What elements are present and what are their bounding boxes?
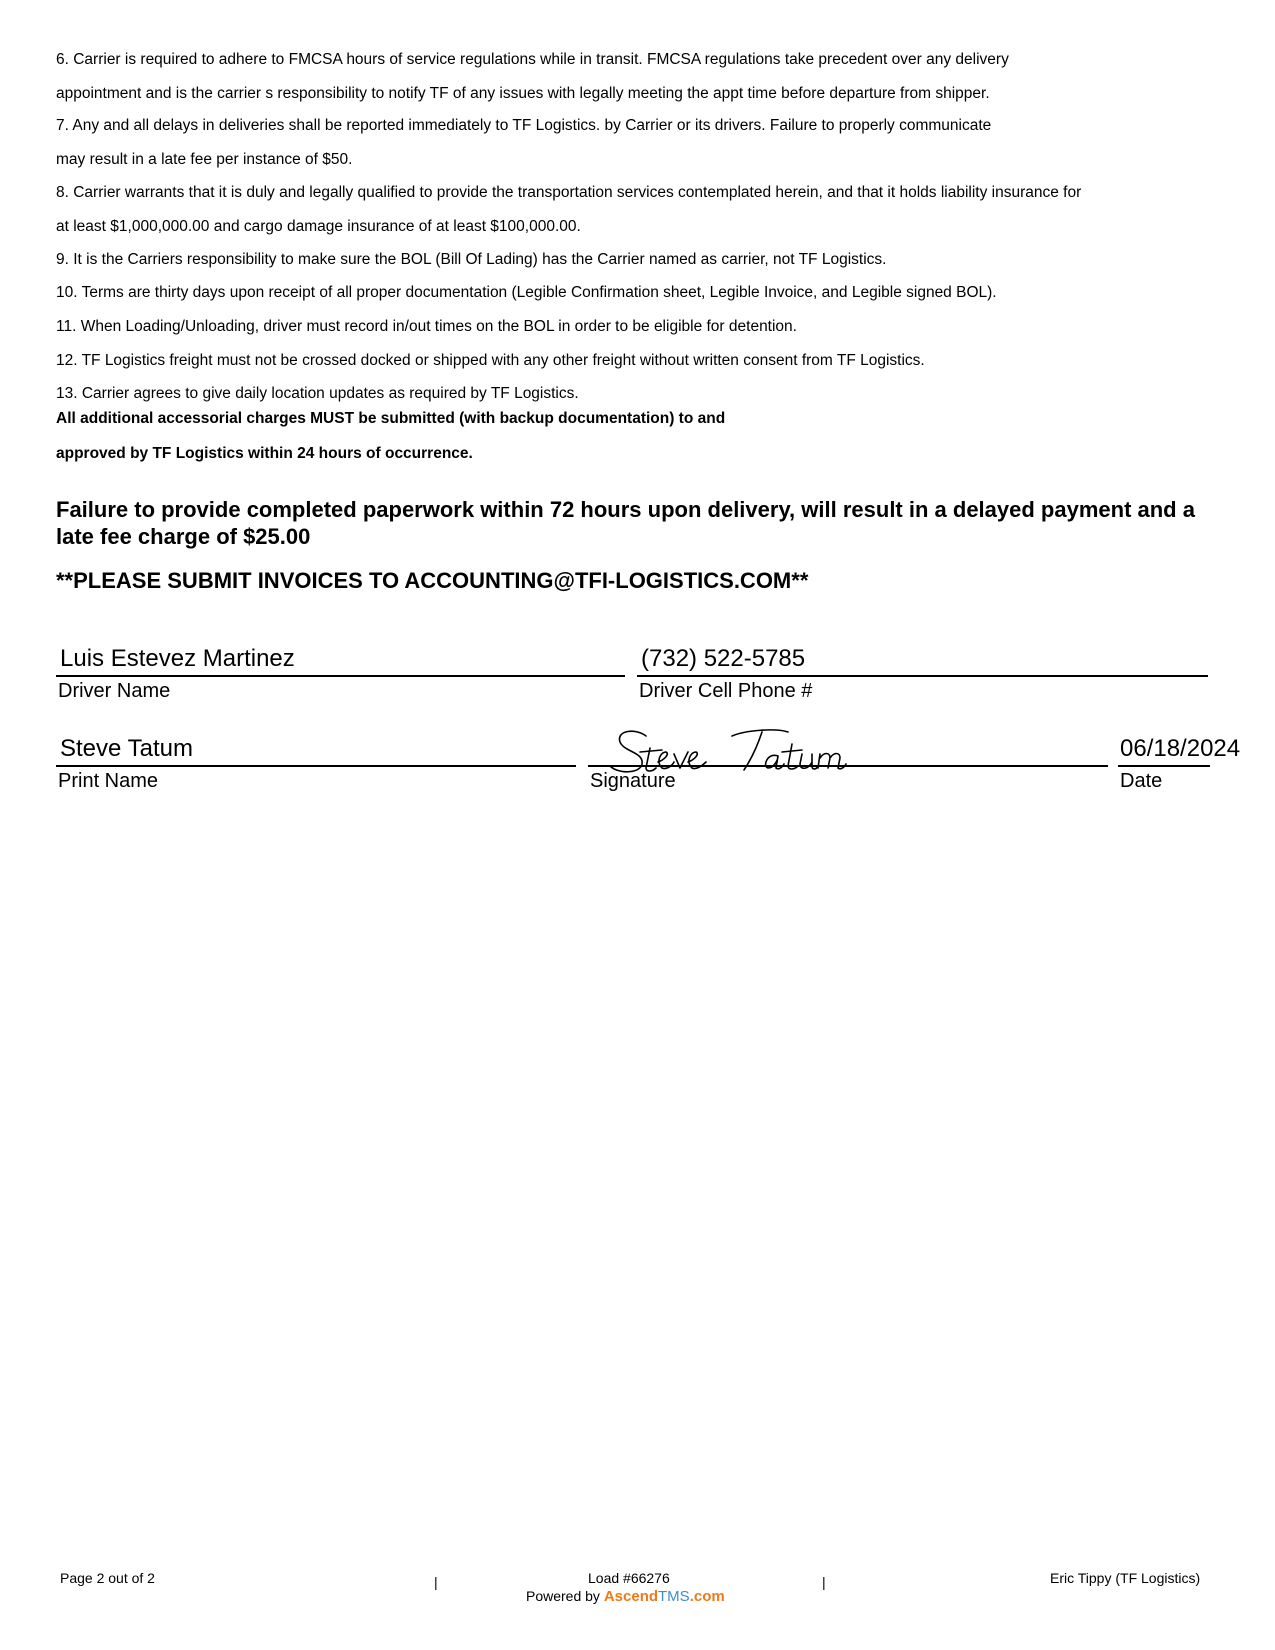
brand-ascend: Ascend — [603, 1588, 659, 1605]
accessorial-line-2: approved by TF Logistics within 24 hours of occurrence. — [56, 445, 473, 462]
date-label: Date — [1120, 770, 1163, 792]
term-10: 10. Terms are thirty days upon receipt of all proper documentation (Legible Confirmation sheet, Legible Invoice, and Legible signed BOL). — [56, 284, 997, 301]
term-8-line-1: 8. Carrier warrants that it is duly and legally qualified to provide the transportation services contemplated herein, and that it holds liability insurance for — [56, 184, 1082, 201]
term-6-line-1: 6. Carrier is required to adhere to FMCSA hours of service regulations while in transit. FMCSA regulations take precedent over any delivery — [56, 51, 1009, 68]
invoice-submit-notice: **PLEASE SUBMIT INVOICES TO ACCOUNTING@TFI-LOGISTICS.COM** — [56, 568, 809, 593]
driver-phone-label: Driver Cell Phone # — [639, 680, 813, 702]
print-name-value: Steve Tatum — [60, 735, 193, 762]
driver-phone-line — [637, 675, 1208, 677]
driver-name-label: Driver Name — [58, 680, 171, 702]
footer-user: Eric Tippy (TF Logistics) — [1050, 1570, 1201, 1586]
page-number: Page 2 out of 2 — [60, 1570, 155, 1586]
driver-name-value: Luis Estevez Martinez — [60, 645, 295, 672]
print-name-label: Print Name — [58, 770, 159, 792]
print-name-line — [56, 765, 576, 767]
term-12: 12. TF Logistics freight must not be crossed docked or shipped with any other freight without written consent from TF Logistics. — [56, 352, 925, 369]
signature-line — [588, 765, 1108, 767]
footer-separator-left: | — [434, 1574, 438, 1590]
load-number: Load #66276 — [588, 1570, 670, 1586]
term-8-line-2: at least $1,000,000.00 and cargo damage insurance of at least $100,000.00. — [56, 218, 581, 235]
driver-phone-value: (732) 522-5785 — [641, 645, 806, 672]
term-7-line-1: 7. Any and all delays in deliveries shall be reported immediately to TF Logistics. by Carrier or its drivers. Failure to properly communicate — [56, 117, 992, 134]
term-13: 13. Carrier agrees to give daily location updates as required by TF Logistics. — [56, 385, 579, 402]
powered-by-prefix: Powered by — [526, 1588, 604, 1604]
powered-by — [526, 1588, 725, 1605]
signature-label: Signature — [590, 770, 676, 792]
footer-separator-right: | — [822, 1574, 826, 1590]
date-value: 06/18/2024 — [1120, 735, 1241, 762]
driver-name-line — [56, 675, 625, 677]
term-9: 9. It is the Carriers responsibility to make sure the BOL (Bill Of Lading) has the Carrier named as carrier, not TF Logistics. — [56, 251, 887, 268]
term-11: 11. When Loading/Unloading, driver must record in/out times on the BOL in order to be eligible for detention. — [56, 318, 797, 335]
term-6-line-2: appointment and is the carrier s responsibility to notify TF of any issues with legally meeting the appt time before departure from shipper. — [56, 85, 990, 102]
paperwork-notice: Failure to provide completed paperwork within 72 hours upon delivery, will result in a delayed payment and a late fee charge of $25.00 — [56, 497, 1195, 549]
accessorial-line-1: All additional accessorial charges MUST be submitted (with backup documentation) to and — [56, 410, 726, 427]
brand-tms: TMS — [658, 1588, 690, 1605]
term-7-line-2: may result in a late fee per instance of $50. — [56, 151, 353, 168]
date-line — [1118, 765, 1210, 767]
brand-com: .com — [689, 1588, 725, 1605]
